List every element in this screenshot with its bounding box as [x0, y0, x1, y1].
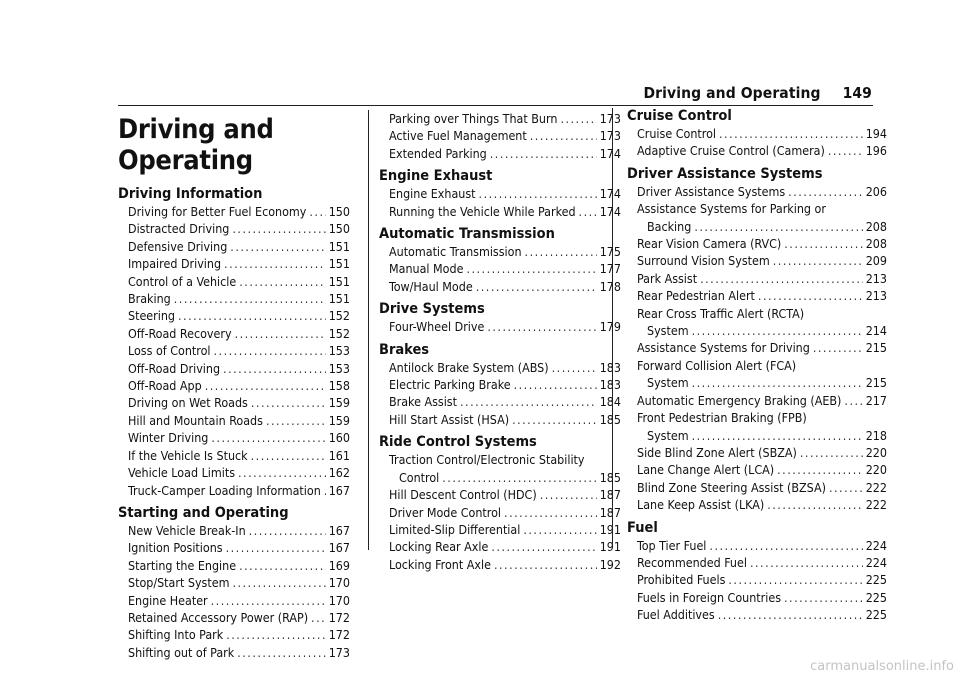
toc-page-number: 173 [599, 128, 621, 144]
toc-entry-title: Electric Parking Brake [389, 377, 511, 393]
dot-leader [530, 127, 597, 144]
toc-entry[interactable] [627, 252, 887, 269]
dot-leader [560, 110, 596, 127]
section-heading: Driver Assistance Systems [627, 165, 823, 182]
toc-entry[interactable] [118, 447, 350, 464]
toc-entry-title: Manual Mode [389, 261, 464, 277]
dot-leader [249, 522, 326, 539]
toc-entry-title: Lane Change Alert (LCA) [637, 462, 775, 478]
toc-entry-title: Control of a Vehicle [128, 273, 237, 289]
toc-entry[interactable] [118, 203, 350, 220]
toc-page-number: 158 [328, 378, 350, 394]
toc-page-number: 222 [865, 497, 887, 513]
toc-entry-title: Driver Mode Control [389, 504, 502, 520]
toc-entry-title: If the Vehicle Is Stuck [128, 447, 248, 463]
toc-entry-title: Engine Heater [128, 592, 208, 608]
toc-page-number: 220 [865, 444, 887, 460]
dot-leader [466, 260, 596, 277]
dot-leader [230, 238, 325, 255]
toc-page-number: 169 [328, 557, 350, 573]
toc-entry[interactable] [627, 142, 887, 159]
toc-page-number: 194 [865, 126, 887, 141]
dot-leader [504, 504, 597, 521]
toc-page-number: 177 [599, 261, 621, 277]
dot-leader [777, 461, 863, 478]
toc-entry[interactable] [627, 606, 887, 623]
dot-leader [525, 243, 597, 260]
dot-leader [211, 429, 325, 446]
toc-page-number: 172 [328, 609, 350, 625]
toc-entry-title: Engine Exhaust [389, 186, 476, 202]
toc-page-number: 208 [865, 218, 887, 234]
toc-entry-title: Driving for Better Fuel Economy [128, 204, 307, 219]
section-heading: Cruise Control [627, 108, 732, 124]
toc-entry-title: Hill Descent Control (HDC) [389, 487, 537, 503]
section-heading: Drive Systems [379, 301, 485, 318]
toc-entry-title: Driver Assistance Systems [637, 183, 786, 199]
dot-leader [211, 592, 326, 609]
toc-entry-title: Surround Vision System [637, 253, 770, 269]
toc-page-number: 150 [328, 204, 350, 219]
toc-entry[interactable] [118, 429, 350, 446]
dot-leader [479, 185, 597, 202]
toc-entry[interactable] [118, 539, 350, 556]
toc-entry-title: Braking [128, 291, 171, 307]
toc-entry[interactable] [118, 273, 350, 290]
watermark-url: carmanualsonline.info [810, 659, 954, 674]
toc-entry-title: Hill Start Assist (HSA) [389, 411, 510, 427]
toc-entry-title-cont: Control [399, 469, 440, 485]
dot-leader [700, 270, 863, 287]
toc-entry[interactable] [118, 557, 350, 574]
section-heading: Fuel [627, 519, 658, 536]
dot-leader [694, 218, 862, 235]
chapter-title: Driving and Operating [118, 114, 274, 176]
dot-leader [579, 203, 597, 220]
toc-page-number: 215 [865, 340, 887, 356]
toc-entry[interactable] [379, 556, 621, 573]
dot-leader [226, 539, 326, 556]
toc-entry[interactable] [627, 200, 887, 235]
toc-entry[interactable] [627, 479, 887, 496]
toc-entry-title: Park Assist [637, 270, 698, 286]
toc-entry[interactable] [627, 537, 887, 554]
toc-entry-title: Retained Accessory Power (RAP) [128, 609, 309, 625]
toc-entry[interactable] [627, 235, 887, 252]
toc-entry-title: Four-Wheel Drive [389, 319, 485, 335]
toc-page-number: 183 [599, 377, 621, 393]
toc-entry-title-cont: System [647, 427, 689, 443]
toc-page-number: 183 [599, 359, 621, 375]
toc-entry[interactable] [379, 451, 621, 486]
toc-entry-continuation [637, 218, 887, 235]
toc-page-number: 159 [328, 395, 350, 411]
toc-entry[interactable] [627, 461, 887, 478]
toc-entry-continuation [637, 374, 887, 391]
dot-leader [232, 220, 325, 237]
toc-page-number: 192 [599, 556, 621, 572]
running-head [644, 84, 873, 102]
toc-entry[interactable] [379, 504, 621, 521]
toc-entry-title: Blind Zone Steering Assist (BZSA) [637, 479, 826, 495]
section-heading: Engine Exhaust [379, 168, 493, 185]
toc-page-number: 224 [865, 554, 887, 570]
toc-entry[interactable] [118, 290, 350, 307]
toc-page-number: 170 [328, 575, 350, 591]
toc-entry[interactable] [627, 183, 887, 200]
toc-page-number: 209 [865, 253, 887, 269]
header-rule [118, 105, 873, 106]
toc-entry[interactable] [118, 255, 350, 272]
toc-page-number: 208 [865, 236, 887, 252]
toc-entry-continuation [637, 322, 887, 339]
toc-page-number: 185 [599, 469, 621, 485]
toc-page-number: 214 [865, 323, 887, 339]
toc-entry[interactable] [118, 394, 350, 411]
toc-entry[interactable] [379, 486, 621, 503]
toc-entry[interactable] [627, 339, 887, 356]
toc-page-number: 218 [865, 427, 887, 443]
toc-page-number: 174 [599, 186, 621, 202]
toc-entry-title-cont: Backing [647, 218, 692, 234]
dot-leader [460, 393, 597, 410]
section-heading: Driving Information [118, 186, 263, 202]
dot-leader [442, 469, 596, 486]
dot-leader [829, 479, 863, 496]
toc-entry-title: Off-Road App [128, 378, 202, 394]
toc-page-number: 225 [865, 589, 887, 605]
toc-page-number: 225 [865, 572, 887, 588]
toc-page-number: 153 [328, 360, 350, 376]
toc-entry-title: Shifting Into Park [128, 627, 224, 643]
toc-page-number: 170 [328, 592, 350, 608]
dot-leader [692, 427, 863, 444]
toc-entry[interactable] [118, 464, 350, 481]
dot-leader [523, 521, 596, 538]
toc-entry-title: Driving on Wet Roads [128, 395, 248, 411]
toc-entry-title: Traction Control/Electronic Stability [389, 452, 585, 468]
toc-page-number: 175 [599, 244, 621, 260]
page-number: 149 [842, 84, 872, 102]
dot-leader [239, 557, 326, 574]
toc-entry-title: Automatic Emergency Braking (AEB) [637, 392, 842, 408]
toc-page-number: 191 [599, 539, 621, 555]
toc-page-number: 159 [328, 412, 350, 428]
toc-entry-title: Prohibited Fuels [637, 572, 726, 588]
toc-entry[interactable] [627, 287, 887, 304]
toc-entry-title: Impaired Driving [128, 256, 222, 272]
toc-entry[interactable] [118, 574, 350, 591]
toc-entry-title: Antilock Brake System (ABS) [389, 359, 549, 375]
dot-leader [709, 537, 862, 554]
toc-entry-title: Loss of Control [128, 343, 211, 359]
toc-entry[interactable] [379, 376, 621, 393]
toc-entry-title: Parking over Things That Burn [389, 111, 558, 126]
toc-entry-title: Assistance Systems for Parking or [637, 201, 826, 217]
dot-leader [788, 183, 863, 200]
running-head-title: Driving and Operating [643, 84, 821, 102]
toc-page-number: 206 [865, 183, 887, 199]
dot-leader [719, 125, 863, 142]
toc-column-1 [118, 110, 350, 661]
dot-leader [750, 554, 863, 571]
dot-leader [487, 318, 596, 335]
toc-page-number: 191 [599, 521, 621, 537]
toc-entry-title: Assistance Systems for Driving [637, 340, 810, 356]
section-heading: Ride Control Systems [379, 434, 537, 451]
toc-entry[interactable] [118, 377, 350, 394]
toc-entry[interactable] [379, 260, 621, 277]
toc-entry[interactable] [379, 318, 621, 335]
toc-entry-title: Tow/Haul Mode [389, 278, 473, 294]
dot-leader [251, 447, 326, 464]
toc-entry[interactable] [118, 412, 350, 429]
dot-leader [490, 145, 597, 162]
dot-leader [266, 412, 326, 429]
toc-entry[interactable] [118, 626, 350, 643]
toc-entry[interactable] [118, 592, 350, 609]
toc-entry-title: Active Fuel Management [389, 128, 527, 144]
toc-page-number: 151 [328, 238, 350, 254]
toc-entry-title: Vehicle Load Limits [128, 465, 236, 481]
toc-entry[interactable] [118, 307, 350, 324]
toc-entry[interactable] [118, 609, 350, 626]
dot-leader [311, 609, 326, 626]
toc-column-2 [368, 110, 621, 572]
toc-page-number: 178 [599, 278, 621, 294]
toc-entry-continuation [389, 469, 621, 486]
toc-page-number: 153 [328, 343, 350, 359]
toc-entry[interactable] [627, 409, 887, 444]
toc-entry-title: Locking Front Axle [389, 556, 491, 572]
toc-page-number: 150 [328, 221, 350, 237]
toc-entry[interactable] [379, 393, 621, 410]
toc-entry[interactable] [627, 589, 887, 606]
section-heading: Starting and Operating [118, 504, 289, 521]
toc-page-number: 217 [865, 392, 887, 408]
toc-page-number: 151 [328, 291, 350, 307]
toc-entry[interactable] [627, 444, 887, 461]
dot-leader [784, 589, 863, 606]
dot-leader [223, 360, 326, 377]
toc-page-number: 179 [599, 319, 621, 335]
dot-leader [224, 255, 326, 272]
toc-entry-title: Off-Road Recovery [128, 325, 232, 341]
toc-page-number: 187 [599, 487, 621, 503]
dot-leader [784, 235, 862, 252]
toc-entry[interactable] [379, 127, 621, 144]
toc-entry-title: Front Pedestrian Braking (FPB) [637, 410, 807, 426]
toc-entry-title: Running the Vehicle While Parked [389, 203, 576, 219]
toc-page-number: 172 [328, 627, 350, 643]
toc-page-number: 174 [599, 145, 621, 161]
toc-page-number: 161 [328, 447, 350, 463]
toc-entry-title: Forward Collision Alert (FCA) [637, 357, 797, 373]
dot-leader [758, 287, 863, 304]
toc-entry-title: Rear Cross Traffic Alert (RCTA) [637, 305, 805, 321]
toc-entry[interactable] [118, 325, 350, 342]
dot-leader [226, 626, 326, 643]
toc-entry-title: Off-Road Driving [128, 360, 221, 376]
toc-page-number: 225 [865, 607, 887, 623]
dot-leader [718, 606, 863, 623]
dot-leader [728, 571, 862, 588]
dot-leader [692, 322, 863, 339]
toc-entry-title: Winter Driving [128, 430, 209, 446]
toc-entry-title: Fuel Additives [637, 607, 715, 623]
toc-entry-title: Rear Vision Camera (RVC) [637, 236, 782, 252]
toc-entry-title: Ignition Positions [128, 540, 223, 556]
toc-entry-title: Rear Pedestrian Alert [637, 288, 755, 304]
dot-leader [235, 325, 326, 342]
dot-leader [692, 374, 863, 391]
dot-leader [512, 411, 597, 428]
toc-page-number: 174 [599, 203, 621, 219]
toc-entry[interactable] [118, 522, 350, 539]
toc-entry-title: Stop/Start System [128, 575, 230, 591]
toc-entry[interactable] [379, 521, 621, 538]
toc-page-number: 167 [328, 482, 350, 498]
toc-entry[interactable] [379, 185, 621, 202]
dot-leader [178, 307, 326, 324]
dot-leader [540, 486, 597, 503]
toc-page-number: 167 [328, 522, 350, 538]
toc-entry[interactable] [118, 342, 350, 359]
toc-entry[interactable] [118, 644, 350, 661]
dot-leader [514, 376, 597, 393]
dot-leader [813, 339, 863, 356]
dot-leader [232, 574, 325, 591]
toc-page-number: 185 [599, 411, 621, 427]
toc-entry[interactable] [379, 278, 621, 295]
dot-leader [494, 556, 597, 573]
toc-entry-title: Fuels in Foreign Countries [637, 589, 782, 605]
dot-leader [309, 203, 325, 220]
dot-leader [324, 482, 326, 499]
toc-entry[interactable] [118, 360, 350, 377]
toc-entry-title: Steering [128, 308, 175, 324]
toc-entry[interactable] [627, 392, 887, 409]
section-heading: Automatic Transmission [379, 226, 555, 243]
toc-page-number: 187 [599, 504, 621, 520]
toc-entry[interactable] [379, 243, 621, 260]
toc-entry[interactable] [627, 571, 887, 588]
toc-entry-continuation [637, 427, 887, 444]
dot-leader [828, 142, 863, 159]
dot-leader [237, 644, 326, 661]
toc-entry[interactable] [379, 145, 621, 162]
toc-entry-title: Extended Parking [389, 145, 487, 161]
toc-entry[interactable] [379, 411, 621, 428]
toc-page-number: 151 [328, 256, 350, 272]
toc-page-number: 162 [328, 465, 350, 481]
toc-entry-title-cont: System [647, 323, 689, 339]
toc-entry-title: New Vehicle Break-In [128, 522, 246, 538]
toc-entry-title: Recommended Fuel [637, 554, 747, 570]
dot-leader [239, 273, 325, 290]
dot-leader [476, 278, 597, 295]
toc-column-3 [612, 108, 887, 623]
toc-page-number: 173 [599, 111, 621, 126]
dot-leader [844, 392, 862, 409]
toc-entry[interactable] [627, 496, 887, 513]
toc-entry[interactable] [627, 125, 887, 142]
toc-page-number: 160 [328, 430, 350, 446]
toc-page-number: 152 [328, 308, 350, 324]
dot-leader [251, 394, 326, 411]
toc-entry[interactable] [627, 357, 887, 392]
section-heading: Brakes [379, 341, 430, 358]
toc-entry-title: Automatic Transmission [389, 244, 522, 260]
dot-leader [767, 496, 863, 513]
toc-entry-title: Side Blind Zone Alert (SBZA) [637, 444, 797, 460]
toc-page-number: 213 [865, 288, 887, 304]
toc-page-number: 151 [328, 273, 350, 289]
toc-entry-title-cont: System [647, 375, 689, 391]
toc-entry-title: Adaptive Cruise Control (Camera) [637, 143, 825, 159]
toc-page-number: 167 [328, 540, 350, 556]
toc-page-number: 152 [328, 325, 350, 341]
toc-entry-title: Brake Assist [389, 394, 457, 410]
dot-leader [800, 444, 863, 461]
toc-entry-title: Locking Rear Axle [389, 539, 489, 555]
dot-leader [491, 538, 596, 555]
dot-leader [214, 342, 326, 359]
toc-entry-title: Defensive Driving [128, 238, 228, 254]
toc-entry[interactable] [627, 305, 887, 340]
toc-entry-title: Limited-Slip Differential [389, 521, 521, 537]
toc-entry[interactable] [379, 538, 621, 555]
toc-page-number: 224 [865, 537, 887, 553]
toc-entry-title: Lane Keep Assist (LKA) [637, 497, 765, 513]
toc-page-number: 215 [865, 375, 887, 391]
toc-entry-title: Hill and Mountain Roads [128, 412, 263, 428]
dot-leader [205, 377, 326, 394]
dot-leader [174, 290, 326, 307]
toc-page-number: 173 [328, 644, 350, 660]
toc-page-number: 196 [865, 143, 887, 159]
toc-entry-title: Distracted Driving [128, 221, 230, 237]
dot-leader [238, 464, 326, 481]
toc-entry-title: Top Tier Fuel [637, 537, 707, 553]
dot-leader [552, 359, 597, 376]
toc-entry[interactable] [379, 359, 621, 376]
toc-entry-title: Shifting out of Park [128, 644, 235, 660]
toc-entry[interactable] [379, 203, 621, 220]
toc-entry[interactable] [118, 220, 350, 237]
toc-entry[interactable] [379, 110, 621, 127]
toc-page-number: 222 [865, 479, 887, 495]
toc-page-number: 220 [865, 462, 887, 478]
toc-entry[interactable] [118, 238, 350, 255]
toc-entry[interactable] [118, 482, 350, 499]
toc-page-number: 213 [865, 270, 887, 286]
toc-entry[interactable] [627, 270, 887, 287]
toc-entry-title: Starting the Engine [128, 557, 237, 573]
toc-page-number: 184 [599, 394, 621, 410]
toc-entry[interactable] [627, 554, 887, 571]
toc-entry-title: Cruise Control [637, 126, 717, 141]
dot-leader [773, 252, 863, 269]
toc-entry-title: Truck-Camper Loading Information [128, 482, 321, 498]
